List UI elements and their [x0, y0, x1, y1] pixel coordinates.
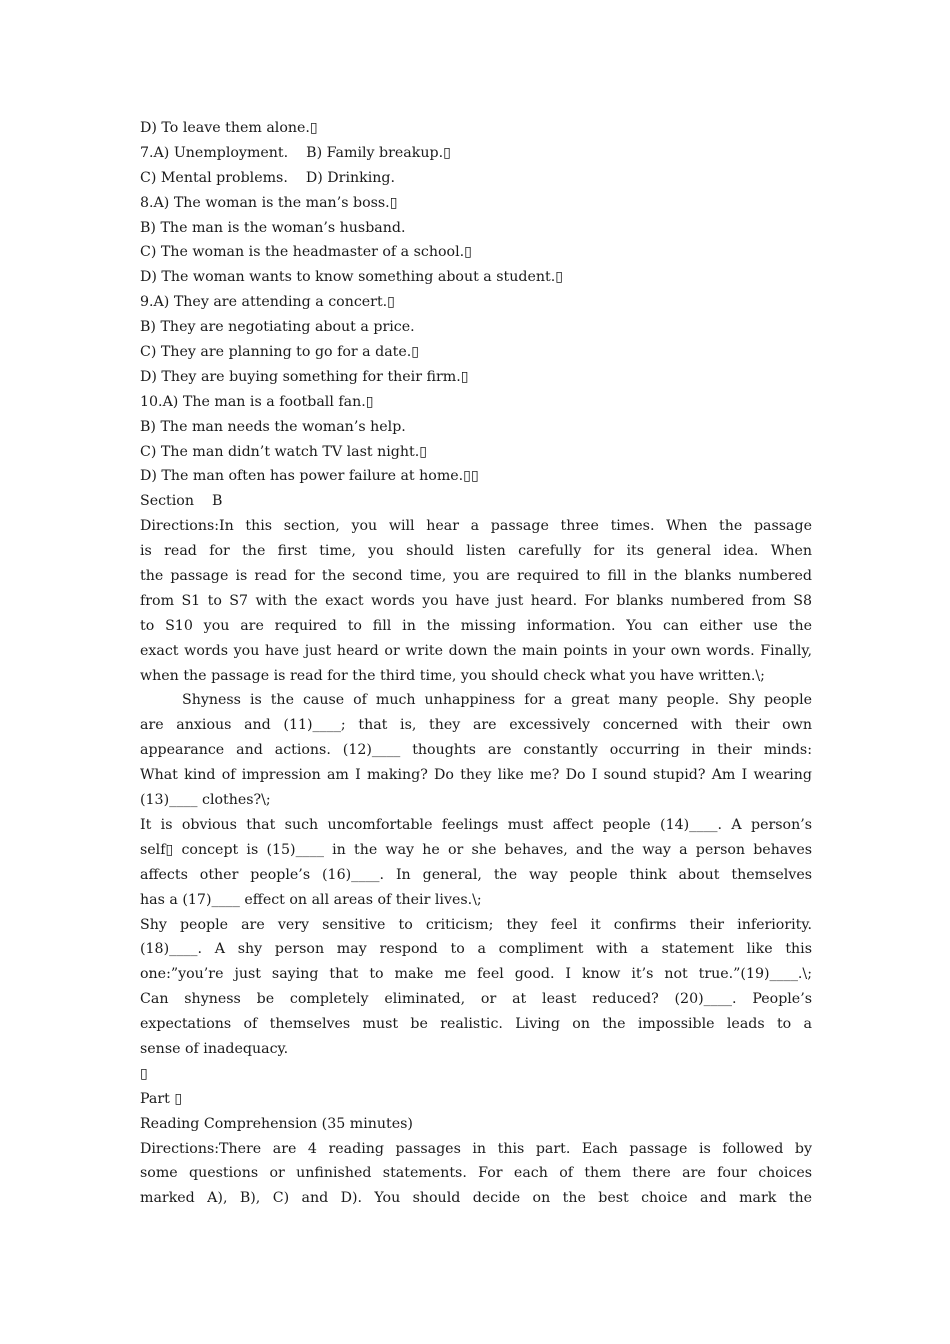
- passage-line: sense of inadequacy.: [140, 1040, 289, 1057]
- q8-option-d: D) The woman wants to know something about a student.▯: [140, 269, 564, 286]
- q9-option-a: 9.A) They are attending a concert.▯: [140, 294, 395, 311]
- q9-option-d: D) They are buying something for their firm.▯: [140, 368, 469, 385]
- q9-option-c: C) They are planning to go for a date.▯: [140, 344, 420, 361]
- blank-marker-line: ▯: [140, 1065, 148, 1082]
- q8-option-b: B) The man is the woman’s husband.: [140, 219, 406, 236]
- passage-line: Can shyness be completely eliminated, or at least reduced? (20)____. People’s: [140, 991, 812, 1008]
- passage-line: one:”you’re just saying that to make me feel good. I know it’s not true.”(19)____.\;: [140, 966, 812, 983]
- passage-line: (13)____ clothes?\;: [140, 792, 271, 809]
- q10-option-a: 10.A) The man is a football fan.▯: [140, 393, 374, 410]
- document-page: [140, 116, 812, 1211]
- passage-line: self▯ concept is (15)____ in the way he or she behaves, and the way a person behaves: [140, 841, 812, 858]
- passage-line: expectations of themselves must be realistic. Living on the impossible leads to a: [140, 1016, 812, 1033]
- passage-line: appearance and actions. (12)____ thoughts are constantly occurring in their minds:: [140, 742, 812, 759]
- passage-line: Shy people are very sensitive to criticism; they feel it confirms their inferiority.: [140, 916, 812, 933]
- q7-options-ab: 7.A) Unemployment. B) Family breakup.▯: [140, 144, 451, 161]
- q8-option-a: 8.A) The woman is the man’s boss.▯: [140, 194, 398, 211]
- q10-option-b: B) The man needs the woman’s help.: [140, 418, 406, 435]
- section-b-directions-line: from S1 to S7 with the exact words you have just heard. For blanks numbered from S8: [140, 592, 812, 609]
- reading-comprehension-title: Reading Comprehension (35 minutes): [140, 1115, 413, 1132]
- section-b-directions-line: when the passage is read for the third time, you should check what you have written.\;: [140, 667, 765, 684]
- passage-line: are anxious and (11)____; that is, they are excessively concerned with their own: [140, 717, 812, 734]
- passage-line: affects other people’s (16)____. In general, the way people think about themselves: [140, 866, 812, 883]
- reading-directions-line: marked A), B), C) and D). You should decide on the best choice and mark the: [140, 1190, 812, 1207]
- passage-line: What kind of impression am I making? Do they like me? Do I sound stupid? Am I wearing: [140, 767, 812, 784]
- q10-option-c: C) The man didn’t watch TV last night.▯: [140, 443, 428, 460]
- q6-option-d: D) To leave them alone.▯: [140, 120, 318, 136]
- q8-option-c: C) The woman is the headmaster of a school.▯: [140, 244, 472, 261]
- q7-options-cd: C) Mental problems. D) Drinking.: [140, 169, 395, 186]
- section-b-directions-line: exact words you have just heard or write down the main points in your own words. Finally,: [140, 642, 812, 659]
- q9-option-b: B) They are negotiating about a price.: [140, 319, 415, 336]
- section-b-directions-line: to S10 you are required to fill in the missing information. You can either use the: [140, 617, 812, 634]
- passage-line: has a (17)____ effect on all areas of their lives.\;: [140, 891, 482, 908]
- part-label: Part ▯: [140, 1090, 183, 1107]
- section-b-directions-line: Directions:In this section, you will hear a passage three times. When the passage: [140, 518, 812, 535]
- section-b-directions-line: the passage is read for the second time, you are required to fill in the blanks numbered: [140, 568, 812, 585]
- passage-line: It is obvious that such uncomfortable feelings must affect people (14)____. A person’s: [140, 816, 812, 833]
- passage-line: (18)____. A shy person may respond to a compliment with a statement like this: [140, 941, 812, 958]
- reading-directions-line: Directions:There are 4 reading passages in this part. Each passage is followed by: [140, 1140, 812, 1157]
- section-b-directions-line: is read for the first time, you should listen carefully for its general idea. When: [140, 543, 812, 560]
- section-b-heading: Section B: [140, 493, 223, 510]
- reading-directions-line: some questions or unfinished statements. For each of them there are four choices: [140, 1165, 812, 1182]
- passage-line: Shyness is the cause of much unhappiness for a great many people. Shy people: [182, 692, 812, 709]
- q10-option-d: D) The man often has power failure at home.▯▯: [140, 468, 479, 485]
